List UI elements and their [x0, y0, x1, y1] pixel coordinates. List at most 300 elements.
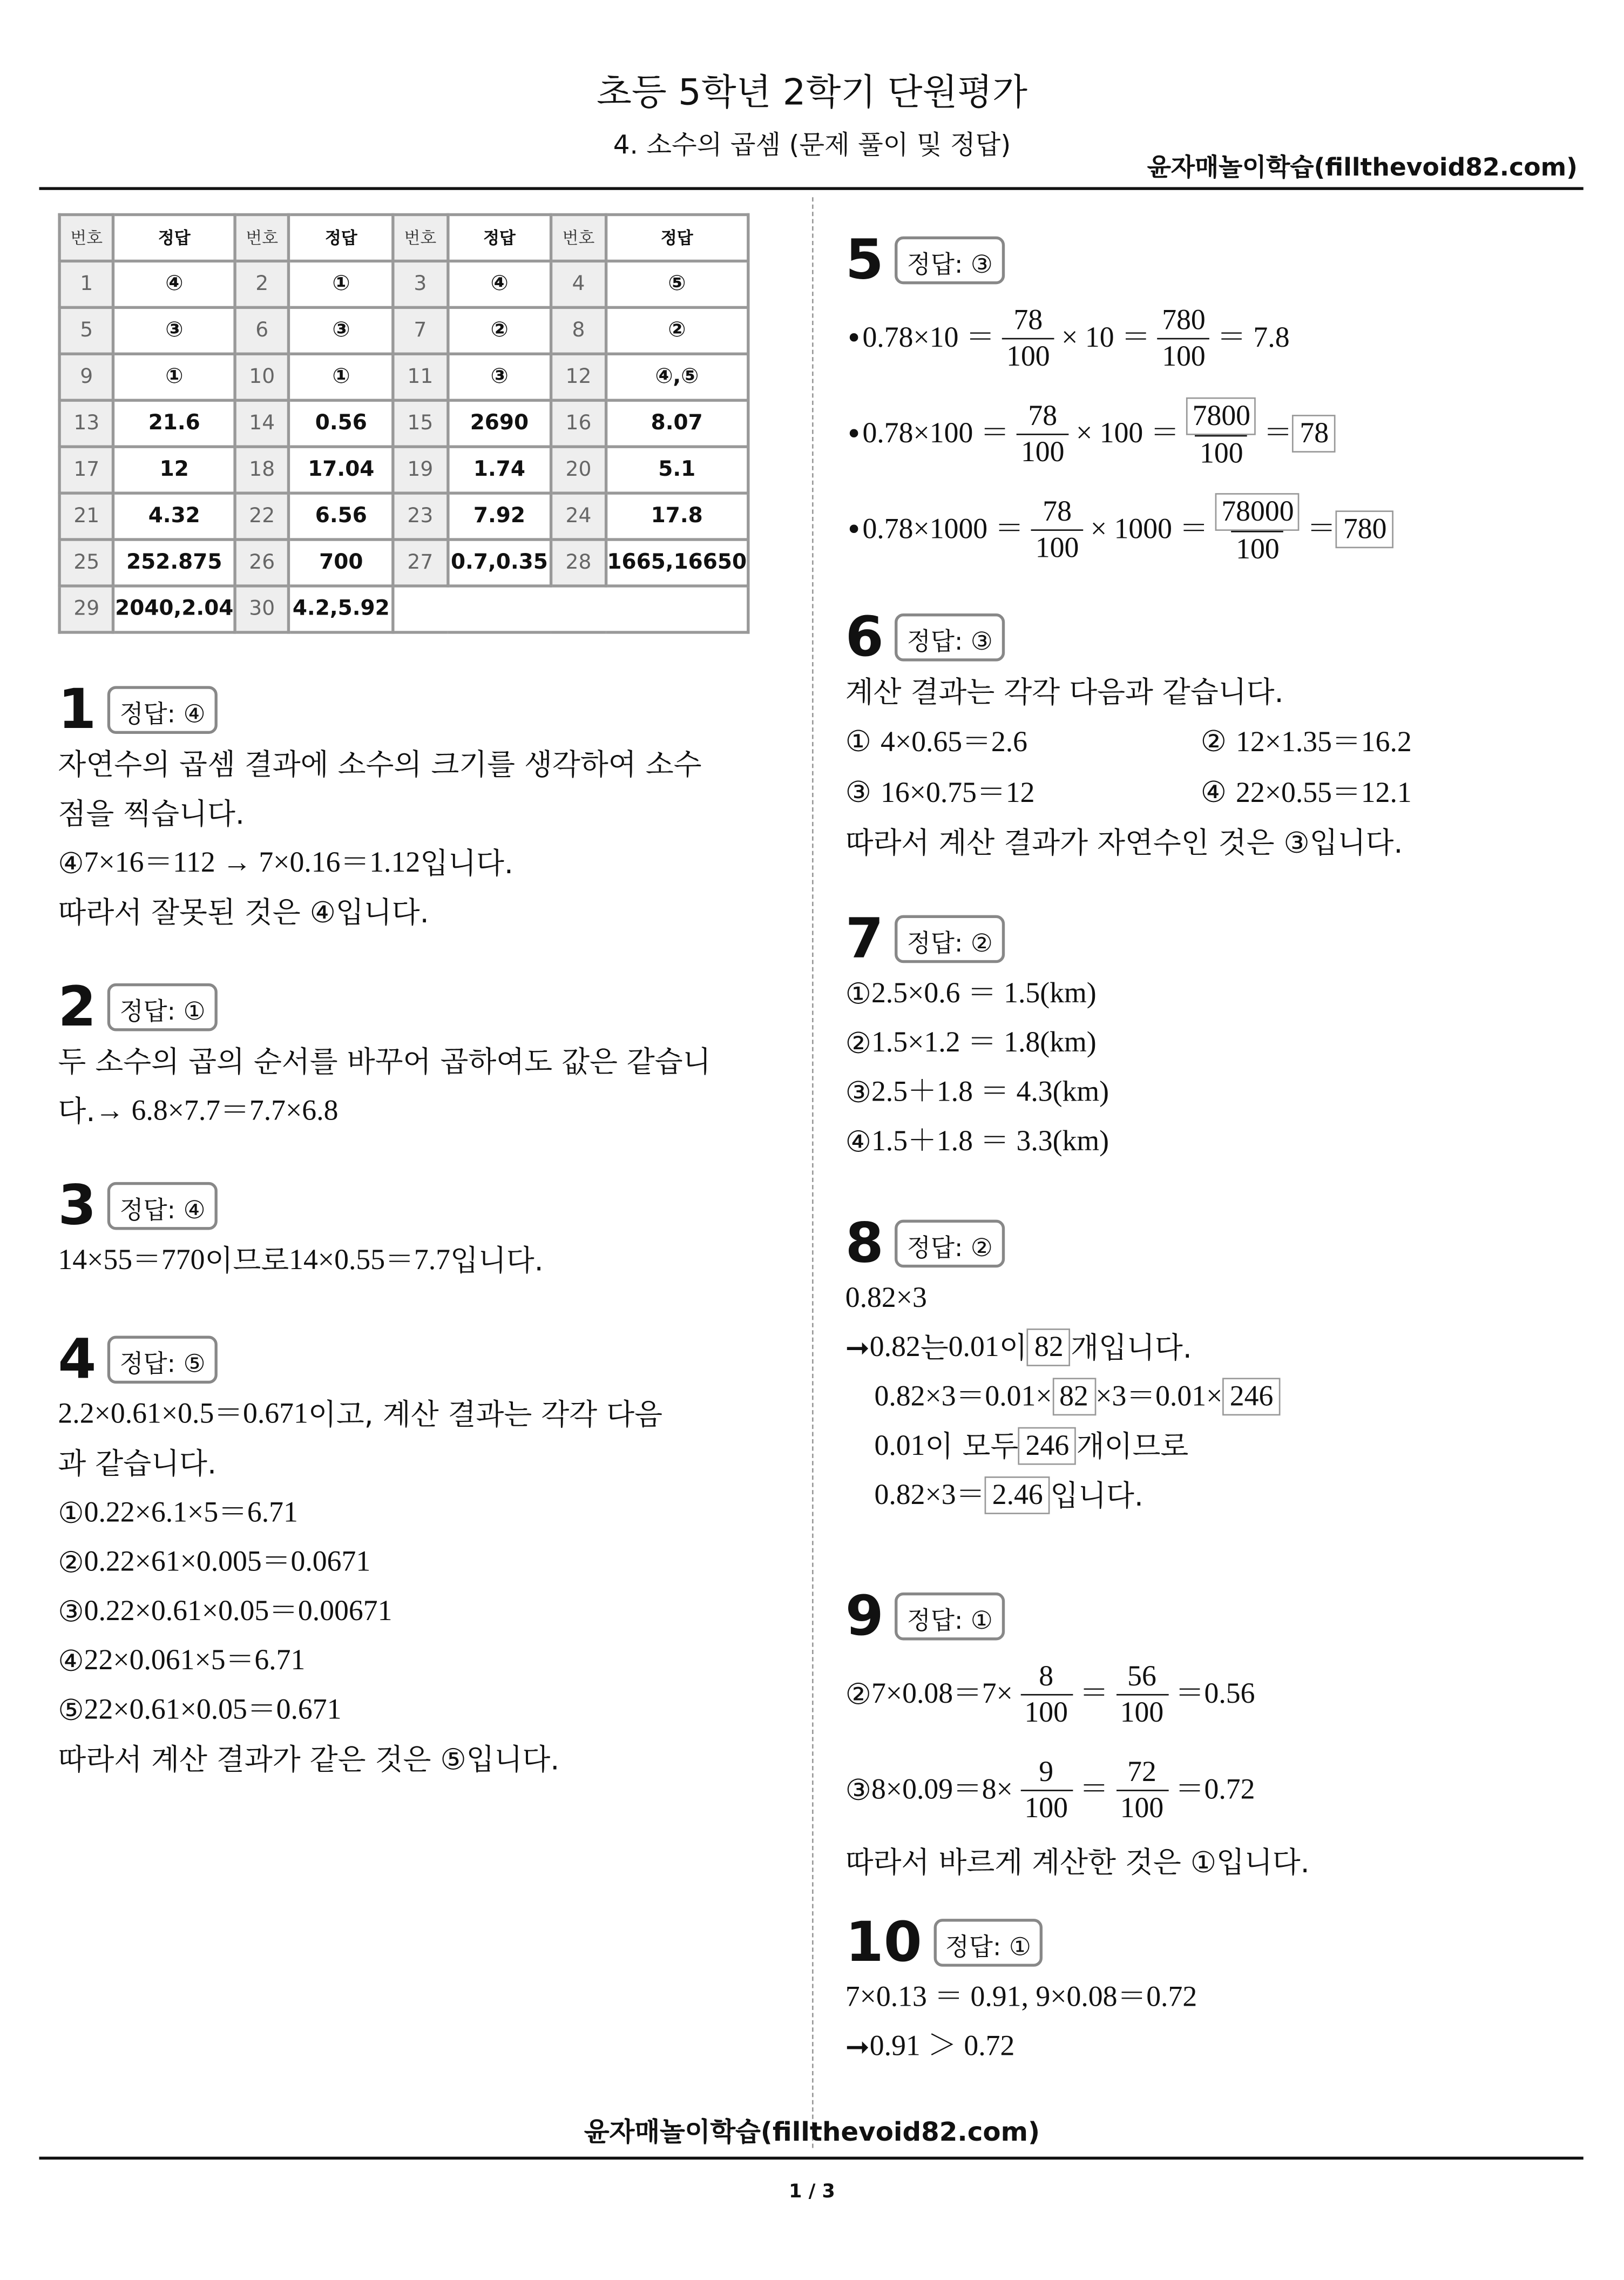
math-expression: 22×0.55＝12.1 [1236, 777, 1412, 810]
table-row [59, 400, 748, 447]
question-number: 19 [393, 447, 447, 493]
math-expression: 8×0.09＝8× [871, 1773, 1013, 1806]
answer-value: ② [970, 929, 993, 958]
problem-number: 10 [845, 1910, 922, 1974]
problem-header [58, 1327, 768, 1391]
math-expression: 0.82×3＝ [874, 1479, 985, 1512]
brand-footer: 윤자매놀이학습(fillthevoid82.com) [584, 2117, 1040, 2148]
text-segment: 다. [58, 1094, 96, 1129]
fraction [1020, 1754, 1072, 1825]
answer-value: ③ [970, 250, 993, 279]
text-segment: ④ [58, 1643, 84, 1678]
answer-cell: 5.1 [606, 447, 748, 493]
solution-line [58, 1389, 768, 1439]
denominator: 100 [1231, 530, 1284, 566]
problem-header [845, 906, 1556, 970]
text-segment: 따라서 계산 결과가 자연수인 것은 ③입니다. [845, 825, 1403, 860]
text-segment: ⑤ [58, 1692, 84, 1728]
numerator: 56 [1127, 1660, 1156, 1692]
math-expression: 0.22×6.1×5＝6.71 [84, 1496, 298, 1529]
math-expression: × 1000 ＝ [1090, 513, 1209, 545]
solution-line [845, 1018, 1556, 1067]
problem-header [58, 1173, 768, 1237]
solution-line [845, 290, 1556, 386]
math-expression: 16×0.75＝12 [881, 777, 1035, 810]
answer-cell: 252.875 [113, 539, 235, 586]
brand-header: 윤자매놀이학습(fillthevoid82.com) [1147, 153, 1578, 183]
math-expression: 7×0.13 ＝ 0.91, 9×0.08＝0.72 [845, 1981, 1197, 2013]
table-row [59, 261, 748, 307]
fraction [1020, 1658, 1072, 1730]
math-expression: 22×0.061×5＝6.71 [84, 1644, 306, 1677]
header-answer: 정답 [448, 214, 552, 261]
question-number: 15 [393, 400, 447, 447]
problem-block [845, 227, 1556, 577]
answer-cell: ③ [113, 307, 235, 354]
question-number: 23 [393, 493, 447, 539]
solution-line [58, 1735, 768, 1784]
math-expression: 2.5＋1.8 ＝ 4.3(km) [871, 1076, 1109, 1108]
answer-cell: 6.56 [289, 493, 393, 539]
question-number: 11 [393, 354, 447, 400]
table-row [59, 539, 748, 586]
numerator: 8 [1039, 1660, 1054, 1692]
fraction [1017, 398, 1069, 469]
denominator: 100 [1031, 529, 1084, 565]
solution-line [58, 740, 768, 789]
text-segment: ② [1200, 724, 1236, 759]
math-expression: 0.82 [869, 1331, 921, 1364]
solution-line [58, 1439, 768, 1488]
solution-line [845, 969, 1556, 1018]
question-number: 25 [59, 539, 113, 586]
answer-cell: ③ [289, 307, 393, 354]
question-number: 4 [551, 261, 605, 307]
fraction [1216, 493, 1300, 566]
solution-line [58, 1685, 768, 1735]
expression-column [845, 767, 1201, 818]
math-expression: ＝ [1079, 1678, 1109, 1710]
solution-line [845, 1838, 1556, 1887]
text-segment: ➞ [845, 2029, 870, 2064]
math-expression: 0.22×0.61×0.05＝0.00671 [84, 1595, 393, 1628]
math-expression: 0.82×3＝0.01× [874, 1380, 1052, 1413]
problem-block [845, 1910, 1556, 2071]
question-number: 28 [551, 539, 605, 586]
question-number: 8 [551, 307, 605, 354]
math-expression: 22×0.61×0.05＝0.671 [84, 1694, 342, 1726]
header-divider [39, 187, 1584, 190]
table-row [59, 307, 748, 354]
answer-value: ② [970, 1233, 993, 1263]
answer-cell: 4.32 [113, 493, 235, 539]
math-expression: 1.5×1.2 ＝ 1.8(km) [871, 1027, 1097, 1059]
solution-line [845, 1421, 1556, 1470]
answer-value: ① [183, 997, 206, 1027]
numerator: 78000 [1216, 493, 1300, 530]
text-segment: 과 같습니다. [58, 1446, 217, 1481]
answer-badge [895, 1592, 1004, 1640]
problem-number: 3 [58, 1173, 97, 1237]
text-segment [845, 1421, 875, 1470]
text-segment: ① [845, 724, 881, 759]
text-segment: 입니다. [420, 845, 513, 881]
math-expression: ＝ [1079, 1773, 1109, 1806]
answer-badge [108, 983, 217, 1031]
math-expression: → 6.8×7.7＝7.7×6.8 [95, 1095, 339, 1127]
solution-line [58, 1236, 768, 1285]
question-number: 27 [393, 539, 447, 586]
answer-box: 246 [1018, 1427, 1076, 1465]
problem-number: 5 [845, 227, 884, 292]
fraction [1031, 494, 1084, 565]
text-segment: ② [845, 1025, 871, 1061]
answer-badge [108, 685, 217, 733]
problem-block [58, 974, 768, 1136]
text-segment: ③ [845, 1075, 871, 1110]
text-segment: 따라서 잘못된 것은 ④입니다. [58, 895, 429, 930]
answer-value: ③ [970, 627, 993, 657]
text-segment: 이고, 계산 결과는 각각 다음 [308, 1397, 663, 1432]
solution-line [845, 1323, 1556, 1372]
fraction [1158, 302, 1210, 374]
math-expression: 0.78×100 ＝ [862, 417, 1010, 450]
question-number: 7 [393, 307, 447, 354]
expression-column [1201, 767, 1556, 818]
page-title: 초등 5학년 2학기 단원평가 [596, 71, 1028, 113]
solution-line [845, 1742, 1556, 1838]
math-expression: ×3＝0.01× [1095, 1380, 1223, 1413]
problem-header [58, 677, 768, 741]
answer-badge [895, 235, 1004, 284]
problem-block [58, 1327, 768, 1784]
table-row [59, 447, 748, 493]
answer-label: 정답: [119, 1196, 184, 1225]
answer-badge [933, 1918, 1043, 1966]
math-expression: ＝ [1307, 513, 1336, 545]
question-number: 21 [59, 493, 113, 539]
answer-cell: ② [448, 307, 552, 354]
header-answer: 정답 [289, 214, 393, 261]
answer-cell: ⑤ [606, 261, 748, 307]
header-answer: 정답 [113, 214, 235, 261]
question-number: 14 [235, 400, 289, 447]
math-expression: 7×16＝112 → 7×0.16＝1.12 [84, 847, 421, 879]
answer-cell: 1665,16650 [606, 539, 748, 586]
question-number: 18 [235, 447, 289, 493]
denominator: 100 [1158, 337, 1210, 373]
question-number: 3 [393, 261, 447, 307]
problem-block [58, 1173, 768, 1285]
denominator: 100 [1020, 1789, 1072, 1825]
text-segment: 자연수의 곱셈 결과에 소수의 크기를 생각하여 소수 [58, 747, 702, 782]
text-segment: 이 모두 [925, 1428, 1019, 1463]
answer-label: 정답: [906, 250, 971, 279]
denominator: 100 [1020, 1694, 1072, 1730]
answer-cell: 17.8 [606, 493, 748, 539]
solution-line [58, 888, 768, 937]
answer-box: 82 [1052, 1378, 1096, 1415]
answer-badge [108, 1335, 217, 1383]
solution-line [845, 1470, 1556, 1520]
solution-line [58, 789, 768, 838]
answer-box: 246 [1222, 1378, 1280, 1415]
text-segment [845, 1372, 875, 1421]
problem-header [845, 604, 1556, 669]
problem-number: 2 [58, 974, 97, 1038]
problem-number: 7 [845, 906, 884, 970]
numerator: 78 [1043, 495, 1072, 528]
solution-line [845, 1273, 1556, 1323]
text-segment: ③ [845, 774, 881, 810]
solution-line [845, 1068, 1556, 1117]
problem-header [845, 1211, 1556, 1275]
text-segment: 두 소수의 곱의 순서를 바꾸어 곱하여도 값은 같습니 [58, 1044, 711, 1080]
answer-badge [895, 1219, 1004, 1267]
math-expression: ＝0.56 [1175, 1678, 1255, 1710]
solution-line [58, 838, 768, 887]
answer-table [58, 213, 749, 634]
answer-label: 정답: [906, 1233, 971, 1263]
numerator: 78 [1013, 303, 1043, 336]
question-number: 30 [235, 586, 289, 632]
problem-number: 6 [845, 604, 884, 669]
answer-value: ① [970, 1606, 993, 1636]
question-number: 6 [235, 307, 289, 354]
answer-value: ④ [183, 1196, 206, 1225]
question-number: 2 [235, 261, 289, 307]
answer-value: ⑤ [183, 1350, 206, 1379]
text-segment: • [845, 320, 863, 355]
math-expression: × 10 ＝ [1061, 322, 1151, 354]
text-segment: ② [58, 1544, 84, 1580]
question-number: 20 [551, 447, 605, 493]
math-expression: ＝0.72 [1175, 1773, 1255, 1806]
text-segment: 입니다. [450, 1243, 544, 1278]
text-segment: ① [58, 1495, 84, 1530]
math-expression: 7×0.08＝7× [871, 1678, 1013, 1710]
numerator: 78 [1028, 399, 1058, 431]
problem-number: 9 [845, 1583, 884, 1648]
text-segment: 계산 결과는 각각 다음과 같습니다. [845, 674, 1284, 710]
answer-cell: 21.6 [113, 400, 235, 447]
fraction [1187, 397, 1256, 471]
solution-line [58, 1037, 768, 1086]
solution-line [845, 482, 1556, 577]
answer-cell: ④ [113, 261, 235, 307]
solution-line [845, 1973, 1556, 2022]
solution-line [845, 717, 1556, 767]
question-number: 16 [551, 400, 605, 447]
numerator: 9 [1039, 1756, 1054, 1788]
solution-line [58, 1087, 768, 1136]
answer-badge [108, 1182, 217, 1230]
math-expression: 0.78×10 ＝ [862, 322, 995, 354]
text-segment: 개입니다. [1071, 1330, 1192, 1365]
page-subtitle: 4. 소수의 곱셈 (문제 풀이 및 정답) [613, 130, 1011, 161]
header-number: 번호 [551, 214, 605, 261]
table-row [59, 493, 748, 539]
math-expression: 1.5＋1.8 ＝ 3.3(km) [871, 1125, 1109, 1158]
solution-line [845, 767, 1556, 818]
header-number: 번호 [235, 214, 289, 261]
answer-cell: 8.07 [606, 400, 748, 447]
answer-cell: ① [289, 354, 393, 400]
text-segment: ④ [1200, 774, 1236, 810]
question-number: 24 [551, 493, 605, 539]
answer-box: 780 [1336, 510, 1393, 548]
answer-label: 정답: [906, 929, 971, 958]
problem-number: 8 [845, 1211, 884, 1275]
answer-badge [895, 914, 1004, 962]
text-segment: ④ [845, 1124, 871, 1159]
fraction [1002, 302, 1054, 374]
math-expression: ＝ 7.8 [1217, 322, 1290, 354]
math-expression: 14×0.55＝7.7 [289, 1244, 450, 1277]
solution-line [58, 1587, 768, 1636]
text-segment: 이 [999, 1330, 1027, 1365]
math-expression: 0.01 [874, 1430, 925, 1462]
math-expression: 2.2×0.61×0.5＝0.671 [58, 1398, 308, 1431]
text-segment [845, 1470, 875, 1520]
problem-number: 4 [58, 1327, 97, 1391]
answer-label: 정답: [906, 627, 971, 657]
math-expression: 4×0.65＝2.6 [881, 726, 1028, 759]
answer-cell: 17.04 [289, 447, 393, 493]
question-number: 5 [59, 307, 113, 354]
problem-block [845, 1211, 1556, 1520]
text-segment: ③ [845, 1772, 871, 1807]
problem-block [58, 677, 768, 937]
expression-column [845, 717, 1201, 767]
fraction [1116, 1658, 1168, 1730]
text-segment: 이므로 [205, 1243, 289, 1278]
answer-cell: 2690 [448, 400, 552, 447]
answer-box: 2.46 [985, 1476, 1050, 1514]
text-segment: 입니다. [1050, 1478, 1143, 1513]
text-segment: • [845, 512, 863, 547]
problem-number: 1 [58, 677, 97, 741]
text-segment: ③ [58, 1594, 84, 1629]
math-expression: 0.91 ＞ 0.72 [869, 2030, 1015, 2063]
solution-line [845, 1117, 1556, 1166]
text-segment: • [845, 416, 863, 451]
solution-line [58, 1537, 768, 1587]
header-answer: 정답 [606, 214, 748, 261]
empty-cell [393, 586, 748, 632]
column-divider [812, 197, 814, 2148]
solution-line [845, 386, 1556, 481]
expression-column [1201, 717, 1556, 767]
solution-line [845, 2022, 1556, 2071]
answer-label: 정답: [119, 699, 184, 729]
denominator: 100 [1116, 1694, 1168, 1730]
solution-line [845, 818, 1556, 867]
fraction [1116, 1754, 1168, 1825]
problem-header [845, 1910, 1556, 1974]
answer-cell: 1.74 [448, 447, 552, 493]
answer-label: 정답: [906, 1606, 971, 1636]
answer-cell: ① [289, 261, 393, 307]
question-number: 10 [235, 354, 289, 400]
answer-box: 78 [1293, 415, 1336, 453]
answer-box: 82 [1027, 1328, 1071, 1366]
answer-cell: 2040,2.04 [113, 586, 235, 632]
solution-line [58, 1636, 768, 1685]
table-row [59, 354, 748, 400]
math-expression: 12×1.35＝16.2 [1236, 726, 1412, 759]
solution-line [845, 1372, 1556, 1421]
math-expression: 2.5×0.6 ＝ 1.5(km) [871, 977, 1097, 1010]
problem-header [845, 1583, 1556, 1648]
text-segment: ① [845, 976, 871, 1011]
denominator: 100 [1195, 434, 1248, 470]
answer-value: ④ [183, 699, 206, 729]
math-expression: 0.22×61×0.005＝0.0671 [84, 1546, 371, 1579]
text-segment: 따라서 바르게 계산한 것은 ①입니다. [845, 1845, 1310, 1880]
numerator: 780 [1162, 303, 1206, 336]
header-number: 번호 [59, 214, 113, 261]
answer-cell: 4.2,5.92 [289, 586, 393, 632]
question-number: 26 [235, 539, 289, 586]
header-number: 번호 [393, 214, 447, 261]
denominator: 100 [1017, 433, 1069, 469]
text-segment: 점을 찍습니다. [58, 796, 245, 831]
math-expression: 0.78×1000 ＝ [862, 513, 1024, 545]
math-expression: ＝ [1263, 417, 1293, 450]
numerator: 7800 [1187, 397, 1256, 435]
table-header-row [59, 214, 748, 261]
numerator: 72 [1127, 1756, 1156, 1788]
question-number: 13 [59, 400, 113, 447]
answer-cell: ① [113, 354, 235, 400]
question-number: 22 [235, 493, 289, 539]
answer-label: 정답: [119, 997, 184, 1027]
text-segment: 개이므로 [1076, 1428, 1189, 1463]
answer-cell: ④,⑤ [606, 354, 748, 400]
answer-cell: 7.92 [448, 493, 552, 539]
answer-cell: 700 [289, 539, 393, 586]
solution-line [845, 667, 1556, 716]
math-expression: 14×55＝770 [58, 1244, 205, 1277]
answer-cell: ③ [448, 354, 552, 400]
problem-header [58, 974, 768, 1038]
answer-value: ① [1009, 1932, 1031, 1962]
text-segment: ➞ [845, 1330, 870, 1365]
question-number: 9 [59, 354, 113, 400]
footer-divider [39, 2157, 1584, 2160]
problem-header [845, 227, 1556, 292]
text-segment: ② [845, 1676, 871, 1712]
math-expression: 0.01 [948, 1331, 999, 1364]
question-number: 1 [59, 261, 113, 307]
answer-cell: ④ [448, 261, 552, 307]
answer-cell: ② [606, 307, 748, 354]
answer-cell: 12 [113, 447, 235, 493]
table-row [59, 586, 748, 632]
problem-block [845, 1583, 1556, 1887]
answer-label: 정답: [945, 1932, 1009, 1962]
solution-line [845, 1646, 1556, 1742]
answer-badge [895, 613, 1004, 661]
text-segment: ④ [58, 845, 84, 881]
denominator: 100 [1002, 337, 1054, 373]
page-number: 1 / 3 [789, 2181, 835, 2203]
denominator: 100 [1116, 1789, 1168, 1825]
answer-cell: 0.56 [289, 400, 393, 447]
question-number: 17 [59, 447, 113, 493]
math-expression: × 100 ＝ [1075, 417, 1180, 450]
